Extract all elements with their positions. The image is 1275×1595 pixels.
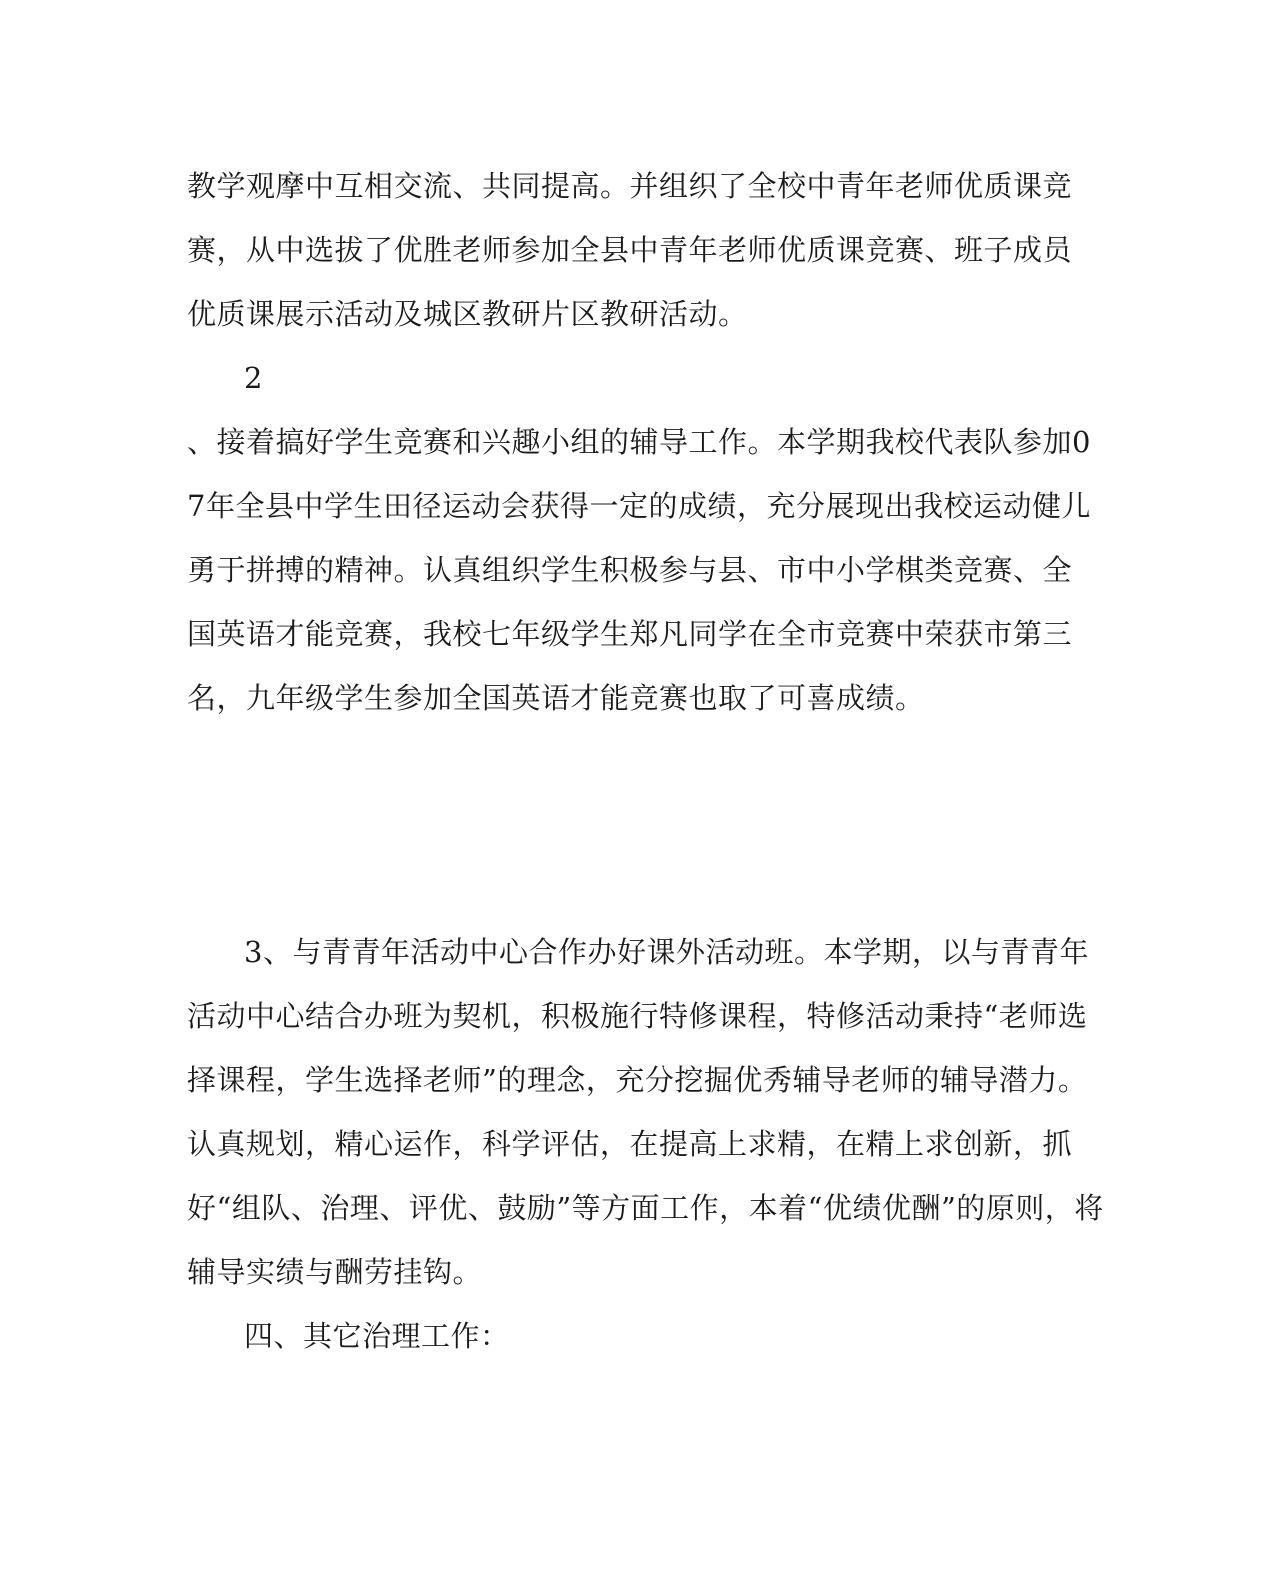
paragraph-1-line-2: 赛，从中选拔了优胜老师参加全县中青年老师优质课竞赛、班子成员 [187, 233, 1073, 267]
paragraph-3-line-5: 好“组队、治理、评优、鼓励”等方面工作，本着“优绩优酬”的原则，将 [187, 1191, 1104, 1225]
paragraph-2-line-3: 勇于拼搏的精神。认真组织学生积极参与县、市中小学棋类竞赛、全 [187, 553, 1073, 587]
paragraph-1-line-1: 教学观摩中互相交流、共同提高。并组织了全校中青年老师优质课竞 [187, 169, 1073, 203]
paragraph-3-line-4: 认真规划，精心运作，科学评估，在提高上求精，在精上求创新，抓 [187, 1127, 1073, 1161]
paragraph-2-line-1: 、接着搞好学生竞赛和兴趣小组的辅导工作。本学期我校代表队参加0 [187, 425, 1091, 459]
paragraph-2-line-4: 国英语才能竞赛，我校七年级学生郑凡同学在全市竞赛中荣获市第三 [187, 617, 1073, 651]
paragraph-2-line-2: 7年全县中学生田径运动会获得一定的成绩，充分展现出我校运动健儿 [187, 489, 1091, 523]
paragraph-3-line-3: 择课程，学生选择老师”的理念，充分挖掘优秀辅导老师的辅导潜力。 [187, 1063, 1088, 1097]
paragraph-3-line-6: 辅导实绩与酬劳挂钩。 [187, 1255, 483, 1289]
section-heading-4: 四、其它治理工作： [244, 1319, 510, 1353]
paragraph-3-line-1: 3、与青青年活动中心合作办好课外活动班。本学期，以与青青年 [244, 935, 1089, 969]
paragraph-3-line-2: 活动中心结合办班为契机，积极施行特修课程，特修活动秉持“老师选 [187, 999, 1088, 1033]
paragraph-2-line-5: 名，九年级学生参加全国英语才能竞赛也取了可喜成绩。 [187, 681, 925, 715]
paragraph-1-line-3: 优质课展示活动及城区教研片区教研活动。 [187, 297, 748, 331]
item-2-number: 2 [244, 361, 263, 395]
